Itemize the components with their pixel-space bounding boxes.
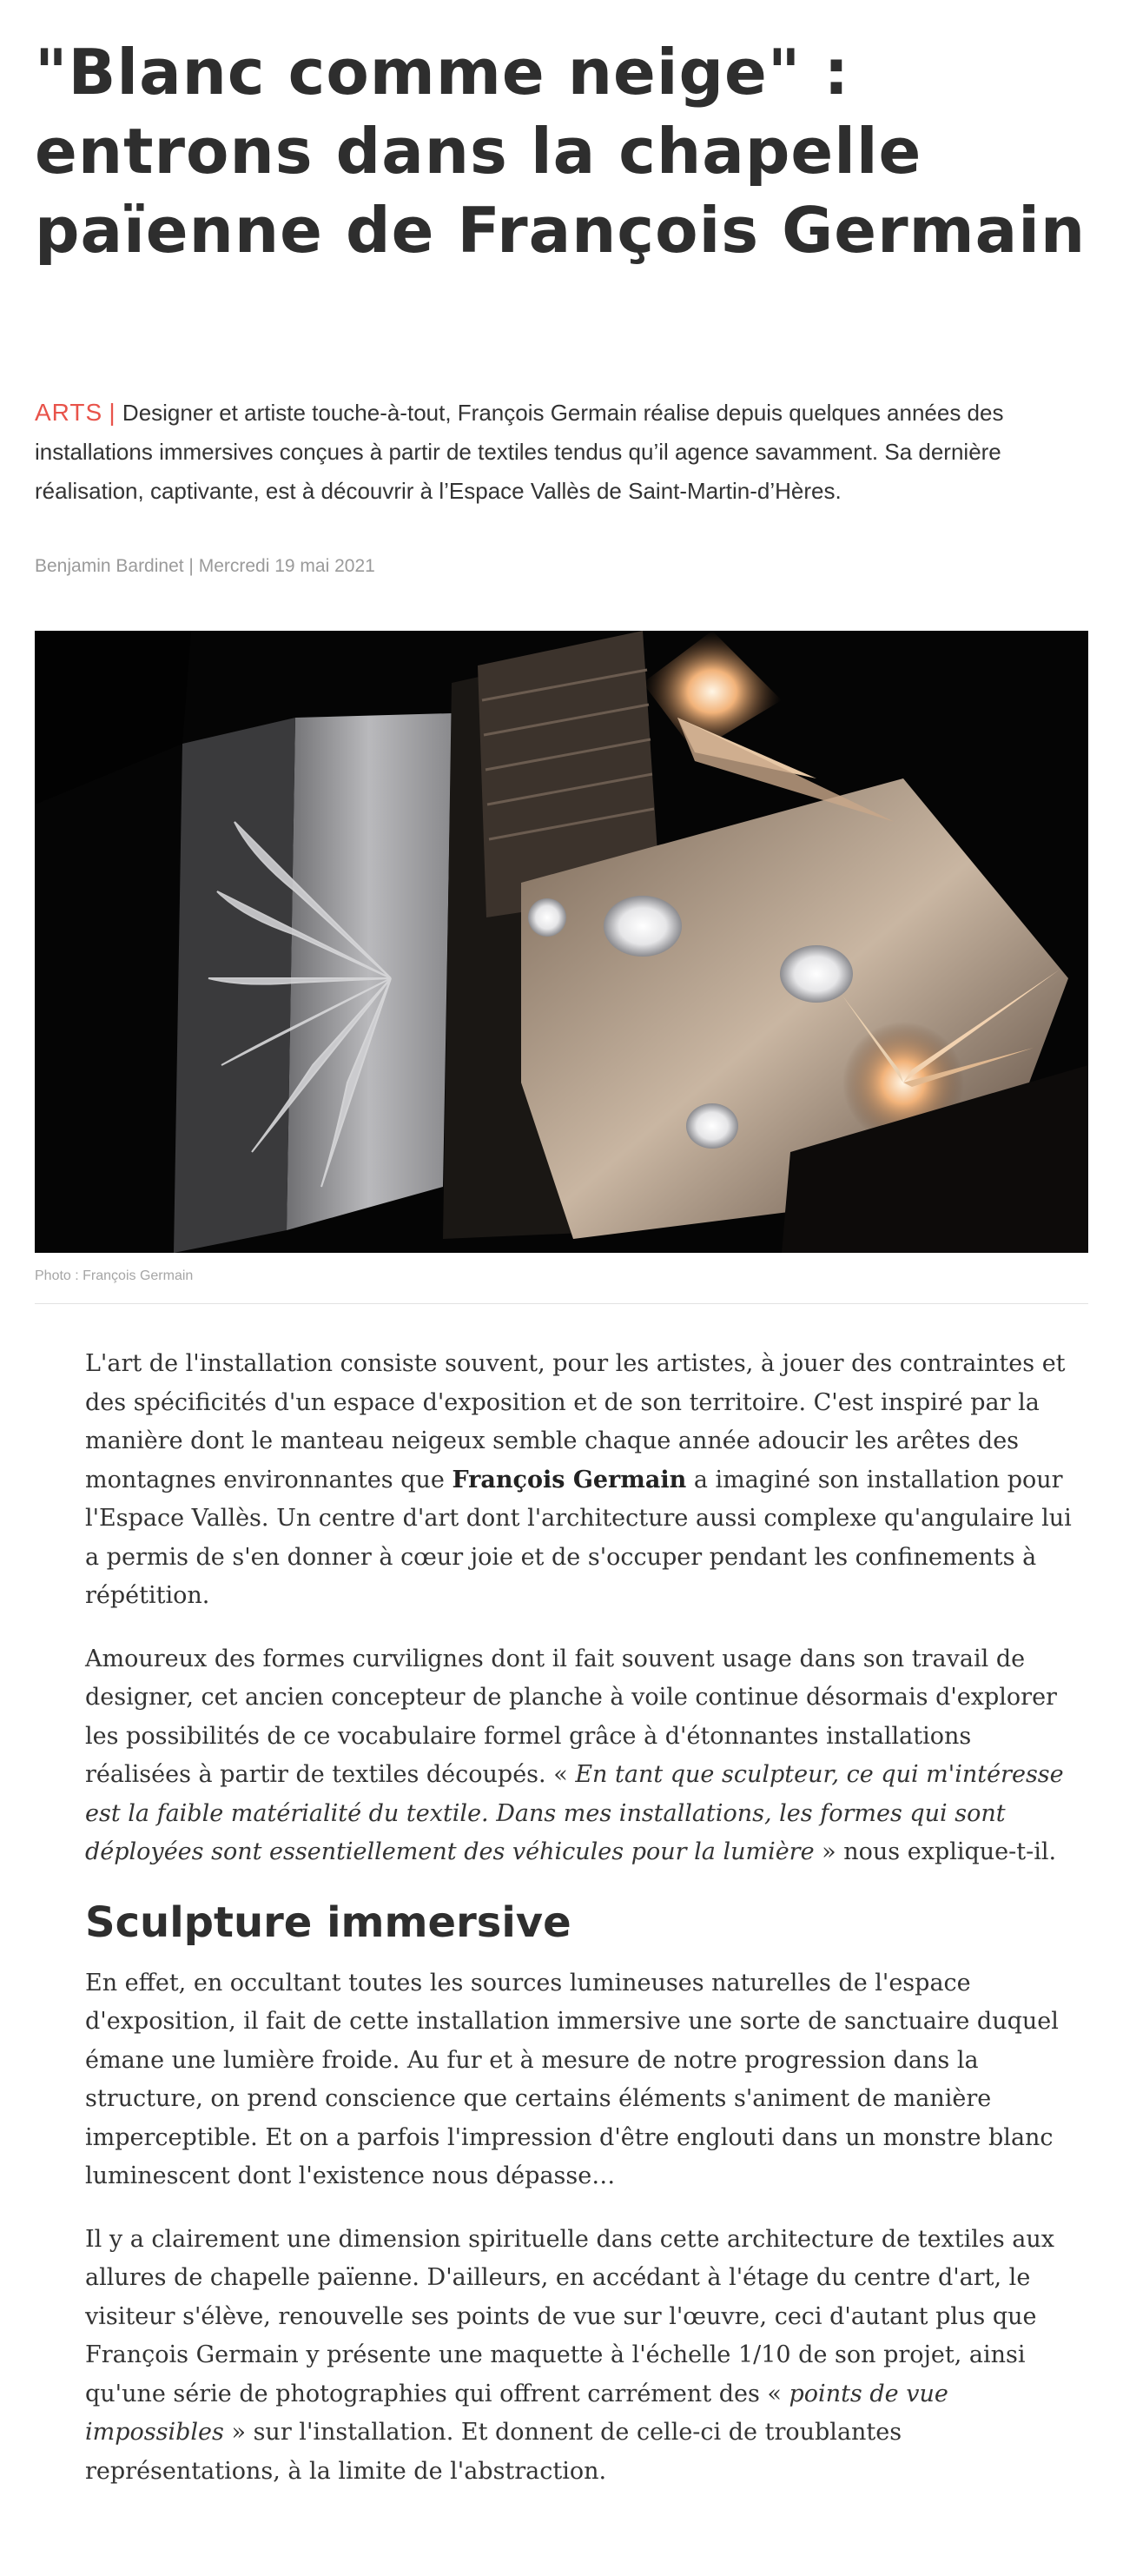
paragraph-text: » sur l'installation. Et donnent de celle-ci de troublantes représentations, à la limite de l'abstraction. [85,2419,902,2485]
paragraph-text: Il y a clairement une dimension spirituelle dans cette architecture de textiles aux allures de chapelle païenne. D'ailleurs, en accédant à l'étage du centre d'art, le visiteur s'élève, renouvelle ses points de vue sur l'œuvre, ceci d'autant plus que François Germain y présente une maquette à l'échelle 1/10 de son projet, ainsi qu'une série de photographies qui offrent carrément des « [85,2225,1055,2407]
paragraph [85,2221,1075,2492]
section-heading: Sculpture immersive [85,1897,571,1947]
article-lead [35,393,1088,511]
category-link[interactable]: ARTS [35,399,103,426]
paragraph [85,1345,1075,1616]
paragraph-text: a imaginé son installation pour l'Espace Vallès. Un centre d'art dont l'architecture aussi complexe qu'angulaire lui a permis de s'en donner à cœur joie et de s'occuper pendant les confinements à répétition. [85,1466,1072,1609]
photo-caption: Photo : François Germain [35,1268,194,1283]
quote: points de vue impossibles [85,2380,948,2446]
installation-photo [35,631,1088,1253]
artist-name: François Germain [452,1466,687,1493]
byline: Benjamin Bardinet | Mercredi 19 mai 2021 [35,556,375,576]
paragraph [85,1640,1075,1872]
divider [35,1303,1088,1304]
paragraph: En effet, en occultant toutes les sources lumineuses naturelles de l'espace d'exposition, il fait de cette installation immersive une sorte de sanctuaire duquel émane une lumière froide. Au fur et à mesure de notre progression dans la structure, on prend conscience que certains éléments s'animent de manière imperceptible. Et on a parfois l'impression d'être englouti dans un monstre blanc luminescent dont l'existence nous dépasse… [85,1969,1059,2189]
paragraph-text: » nous explique-t-il. [814,1838,1057,1865]
quote: En tant que sculpteur, ce qui m'intéresse est la faible matérialité du textile. Dans mes installations, les formes qui sont déployées sont essentiellement des véhicules pour la lumière [85,1761,1064,1865]
lead-text: Designer et artiste touche-à-tout, François Germain réalise depuis quelques années des installations immersives conçues à partir de textiles tendus qu’il agence savamment. Sa dernière réalisation, captivante, est à découvrir à l’Espace Vallès de Saint-Martin-d’Hères. [35,400,1004,504]
article-body [85,1345,1075,2515]
article-title: "Blanc comme neige" : entrons dans la chapelle païenne de François Germain [35,36,1087,267]
paragraph-text: Amoureux des formes curvilignes dont il fait souvent usage dans son travail de designer, cet ancien concepteur de planche à voile continue désormais d'explorer les possibilités de ce vocabulaire formel grâce à d'étonnantes installations réalisées à partir de textiles découpés. « [85,1645,1057,1788]
category-separator: | [109,399,116,426]
article-photo [35,631,1088,1253]
paragraph-text: L'art de l'installation consiste souvent, pour les artistes, à jouer des contraintes et des spécificités d'un espace d'exposition et de son territoire. C'est inspiré par la manière dont le manteau neigeux semble chaque année adoucir les arêtes des montagnes environnantes que [85,1350,1066,1493]
